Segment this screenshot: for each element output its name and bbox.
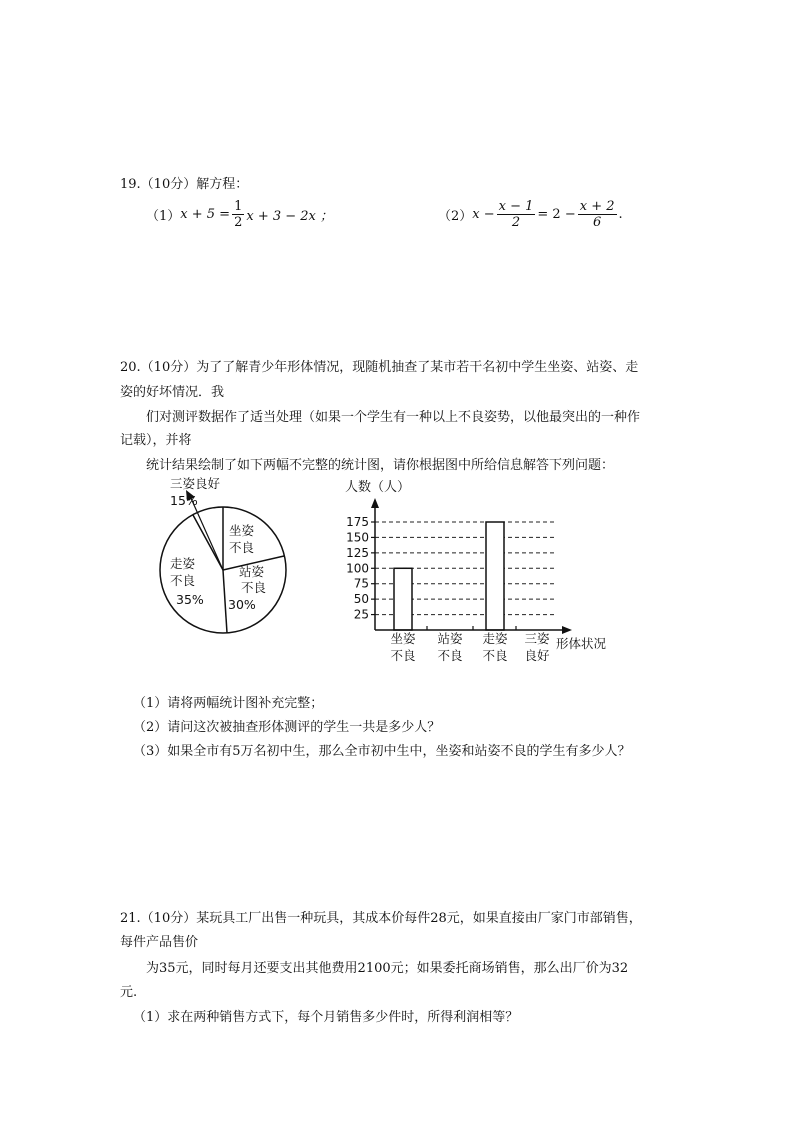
x-category-label: 走姿 [482,631,508,646]
y-tick-label: 150 [346,530,369,545]
q21-line-3: 为35元，同时每月还要支出其他费用2100元；如果委托商场销售，那么出厂价为32 [146,961,629,976]
x-category-label: 三姿 [524,631,550,646]
eq1-label: （1） [146,208,181,224]
y-axis-arrow [371,498,379,508]
x-category-label: 良好 [524,648,550,663]
q20-sub-3: （3）如果全市有5万名初中生，那么全市初中生中，坐姿和站姿不良的学生有多少人？ [133,744,631,759]
q20-line-2: 姿的好坏情况．我 [120,385,225,400]
x-category-label: 不良 [390,648,416,663]
q21-sub-1: （1）求在两种销售方式下，每个月销售多少件时，所得利润相等？ [133,1010,519,1025]
pie-label-zuozi-1: 坐姿 [229,523,255,538]
y-tick-label: 175 [346,515,369,529]
q21-line-4: 元. [120,985,138,1000]
pie-label-zouzi-2: 不良 [170,573,196,588]
y-tick-label: 125 [346,545,369,560]
bar [486,522,504,630]
y-axis-title: 人数（人） [345,480,411,495]
pie-chart [140,470,310,640]
x-category-label: 坐姿 [390,631,416,646]
pie-label-zuozi-2: 不良 [229,540,255,555]
q20-sub-2: （2）请问这次被抽查形体测评的学生一共是多少人？ [133,720,441,735]
eq2-lead: x − [472,206,495,222]
q19-equation-2 [438,196,623,232]
x-category-label: 不良 [437,648,463,663]
eq2-end: . [618,206,623,222]
pie-label-zhanzi-1: 站姿 [239,564,265,579]
x-axis-arrow [562,626,572,634]
y-tick-label: 50 [353,592,369,607]
y-tick-label: 25 [353,607,369,622]
eq2-label: （2） [438,208,473,224]
pie-label-sanzi-pct: 15% [170,493,198,508]
pie-label-zhanzi-pct: 30% [228,597,256,612]
q20-line-4: 记载），并将 [120,433,192,448]
eq2-fraction-1: $\frac{x - 1}{2}$ [498,198,534,230]
x-axis-title: 形体状况 [556,636,607,651]
bar-chart [330,470,630,670]
pie-divider-sanzi-left [193,515,223,570]
q21-line-1: 21.（10分）某玩具工厂出售一种玩具，其成本价每件28元，如果直接由厂家门市部销售， [120,911,642,926]
q21-line-2: 每件产品售价 [120,935,199,950]
q19-header: 19.（10分）解方程： [120,177,249,192]
x-category-label: 站姿 [437,631,463,646]
pie-label-zouzi-pct: 35% [176,592,204,607]
eq1-rhs: x + 3 − 2x ； [246,208,334,224]
q20-sub-1: （1）请将两幅统计图补充完整； [133,696,324,711]
eq2-mid: = 2 − [537,206,576,222]
eq1-fraction: $\frac{1}{2}$ [234,198,243,230]
bar [394,568,412,630]
q20-line-5: 统计结果绘制了如下两幅不完整的统计图，请你根据图中所给信息解答下列问题： [146,458,615,473]
eq1-lhs: x + 5 = [180,206,231,222]
pie-divider-bottom [223,570,227,633]
eq2-fraction-2: $\frac{x + 2}{6}$ [579,198,615,230]
pie-label-zouzi-1: 走姿 [170,556,196,571]
x-category-label: 不良 [482,648,508,663]
q20-line-1: 20.（10分）为了了解青少年形体情况，现随机抽查了某市若干名初中学生坐姿、站姿、走 [120,360,639,375]
q19-equation-1 [146,196,333,232]
y-tick-label: 75 [353,576,369,591]
pie-label-zhanzi-2: 不良 [241,580,267,595]
y-tick-label: 100 [346,561,369,576]
pie-label-sanzi-title: 三姿良好 [170,476,221,491]
q20-line-3: 们对测评数据作了适当处理（如果一个学生有一种以上不良姿势，以他最突出的一种作 [146,410,641,425]
